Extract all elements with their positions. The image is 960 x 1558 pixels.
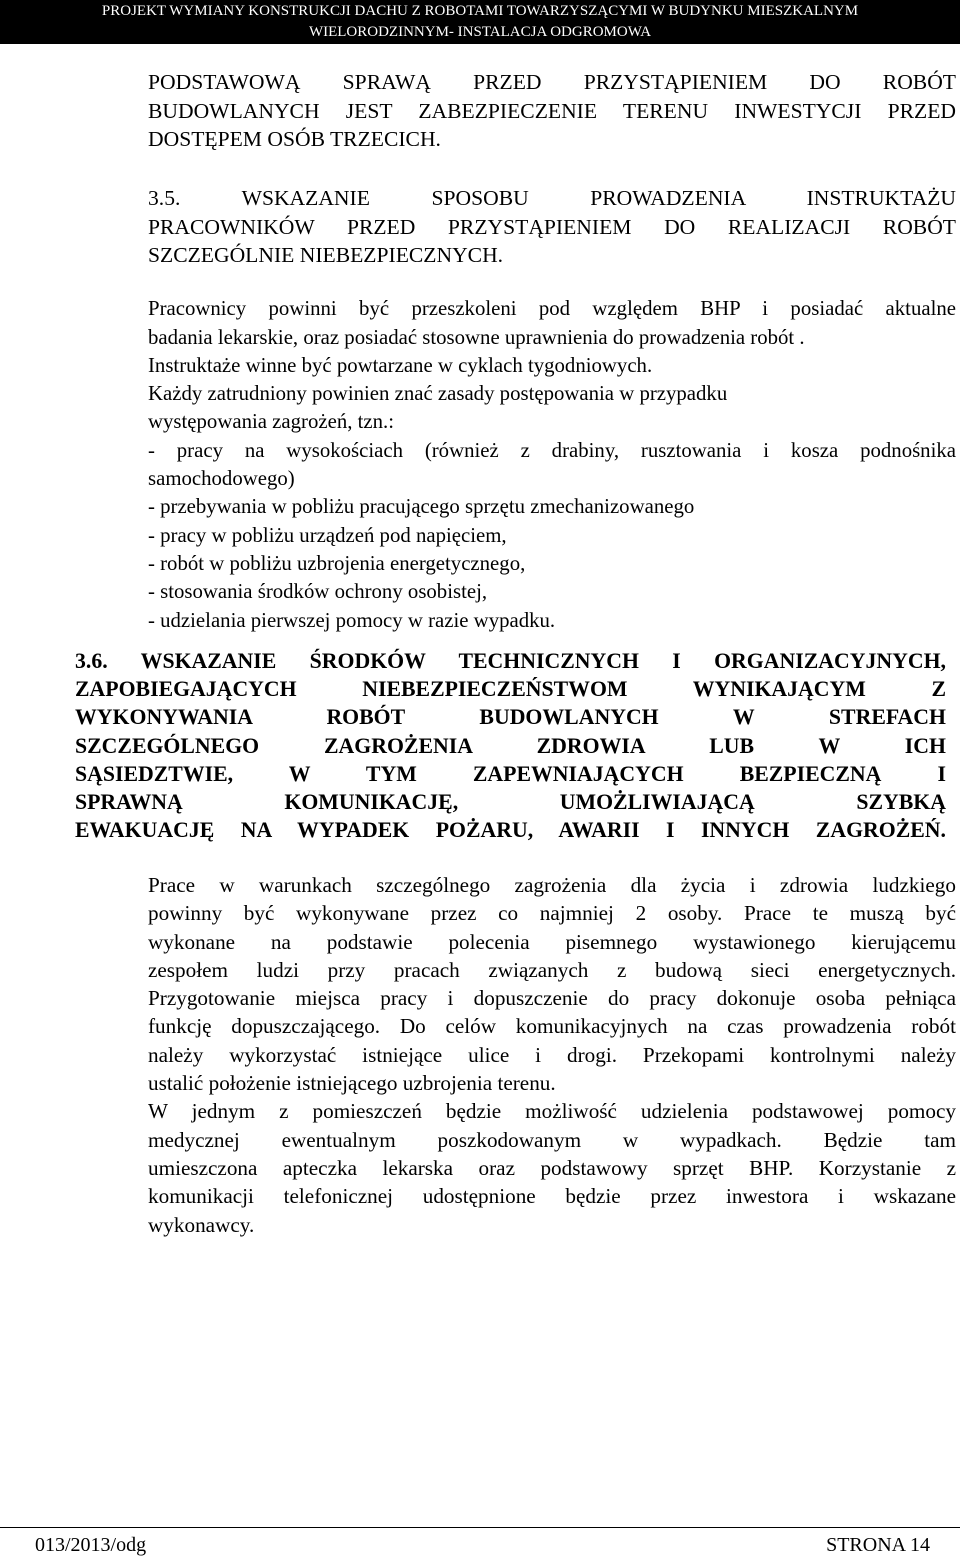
paragraph-line: powinny być wykonywane przez co najmniej 2 osoby. Prace te muszą być [148,901,956,926]
list-item: - pracy w pobliżu urządzeń pod napięciem, [148,523,507,547]
paragraph-line: Przygotowanie miejsca pracy i dopuszczenie do pracy dokonuje osoba pełniąca [148,986,956,1011]
paragraph-line: medycznej ewentualnym poszkodowanym w wypadkach. Będzie tam [148,1127,956,1152]
page-header [0,0,960,44]
paragraph-line: wykonane na podstawie polecenia pisemnego wystawionego kierującemu [148,929,956,954]
list-item: - pracy na wysokościach (również z drabiny, rusztowania i kosza podnośnika [148,438,956,462]
paragraph-line: Prace w warunkach szczególnego zagrożenia dla życia i zdrowia ludzkiego [148,873,956,897]
paragraph-line: Instruktaże winne być powtarzane w cyklach tygodniowych. [148,353,653,377]
warning-line: DOSTĘPEM OSÓB TRZECICH. [148,127,441,151]
header-line-2: WIELORODZINNYM- INSTALACJA ODGROMOWA [308,24,652,40]
warning-line: BUDOWLANYCH JEST ZABEZPIECZENIE TERENU INWESTYCJI PRZED [148,98,956,123]
section-heading-line: 3.5. WSKAZANIE SPOSOBU PROWADZENIA INSTRUKTAŻU [148,186,956,210]
paragraph-line: W jednym z pomieszczeń będzie możliwość udzielenia podstawowej pomocy [148,1099,956,1124]
paragraph-line: wykonawcy. [148,1212,255,1237]
section-heading-line: WYKONYWANIA ROBÓT BUDOWLANYCH W STREFACH [75,705,946,730]
warning-notice [148,68,956,154]
header-line-1: PROJEKT WYMIANY KONSTRUKCJI DACHU Z ROBOTAMI TOWARZYSZĄCYMI W BUDYNKU MIESZKALNYM [101,3,859,19]
list-item: - udzielania pierwszej pomocy w razie wypadku. [148,608,556,632]
section-3-6-heading [75,647,946,844]
footer-divider [0,1527,960,1528]
list-item-continuation: samochodowego) [148,467,295,491]
list-item: - przebywania w pobliżu pracującego sprzętu zmechanizowanego [148,495,695,519]
paragraph-line: występowania zagrożeń, tzn.: [148,410,394,434]
section-heading-line: ZAPOBIEGAJĄCYCH NIEBEZPIECZEŃSTWOM WYNIKAJĄCYM Z [75,677,946,702]
paragraph-line: funkcję dopuszczającego. Do celów komunikacyjnych na czas prowadzenia robót [148,1014,956,1039]
footer-document-id: 013/2013/odg [35,1534,147,1556]
section-heading-line: 3.6. WSKAZANIE ŚRODKÓW TECHNICZNYCH I ORGANIZACYJNYCH, [75,649,946,673]
paragraph-line: Każdy zatrudniony powinien znać zasady postępowania w przypadku [148,382,728,406]
section-3-5-body [148,295,956,635]
section-heading-line: SPRAWNĄ KOMUNIKACJĘ, UMOŻLIWIAJĄCĄ SZYBKĄ [75,789,946,814]
list-item: - stosowania środków ochrony osobistej, [148,580,488,604]
paragraph-line: umieszczona apteczka lekarska oraz podstawowy sprzęt BHP. Korzystanie z [148,1155,956,1180]
section-heading-line: PRACOWNIKÓW PRZED PRZYSTĄPIENIEM DO REALIZACJI ROBÓT [148,214,956,239]
paragraph-line: ustalić położenie istniejącego uzbrojenia terenu. [148,1071,556,1096]
paragraph-line: Pracownicy powinni być przeszkoleni pod względem BHP i posiadać aktualne [148,297,956,320]
warning-line: PODSTAWOWĄ SPRAWĄ PRZED PRZYSTĄPIENIEM DO ROBÓT [148,70,956,94]
footer-page-number: STRONA 14 [826,1534,930,1556]
section-heading-line: SĄSIEDZTWIE, W TYM ZAPEWNIAJĄCYCH BEZPIECZNĄ I [75,761,946,786]
list-item: - robót w pobliżu uzbrojenia energetycznego, [148,552,526,576]
paragraph-line: badania lekarskie, oraz posiadać stosowne uprawnienia do prowadzenia robót . [148,325,805,349]
section-3-6-body [148,871,956,1239]
section-heading-line: SZCZEGÓLNEGO ZAGROŻENIA ZDROWIA LUB W ICH [75,733,946,758]
paragraph-line: zespołem ludzi przy pracach związanych z budową sieci energetycznych. [148,957,956,982]
section-heading-line: EWAKUACJĘ NA WYPADEK POŻARU, AWARII I INNYCH ZAGROŻEŃ. [75,818,946,843]
section-heading-line: SZCZEGÓLNIE NIEBEZPIECZNYCH. [148,243,504,267]
section-3-5-heading [148,184,956,270]
paragraph-line: komunikacji telefonicznej udostępnione będzie przez inwestora i wskazane [148,1184,956,1209]
paragraph-line: należy wykorzystać istniejące ulice i drogi. Przekopami kontrolnymi należy [148,1042,956,1067]
